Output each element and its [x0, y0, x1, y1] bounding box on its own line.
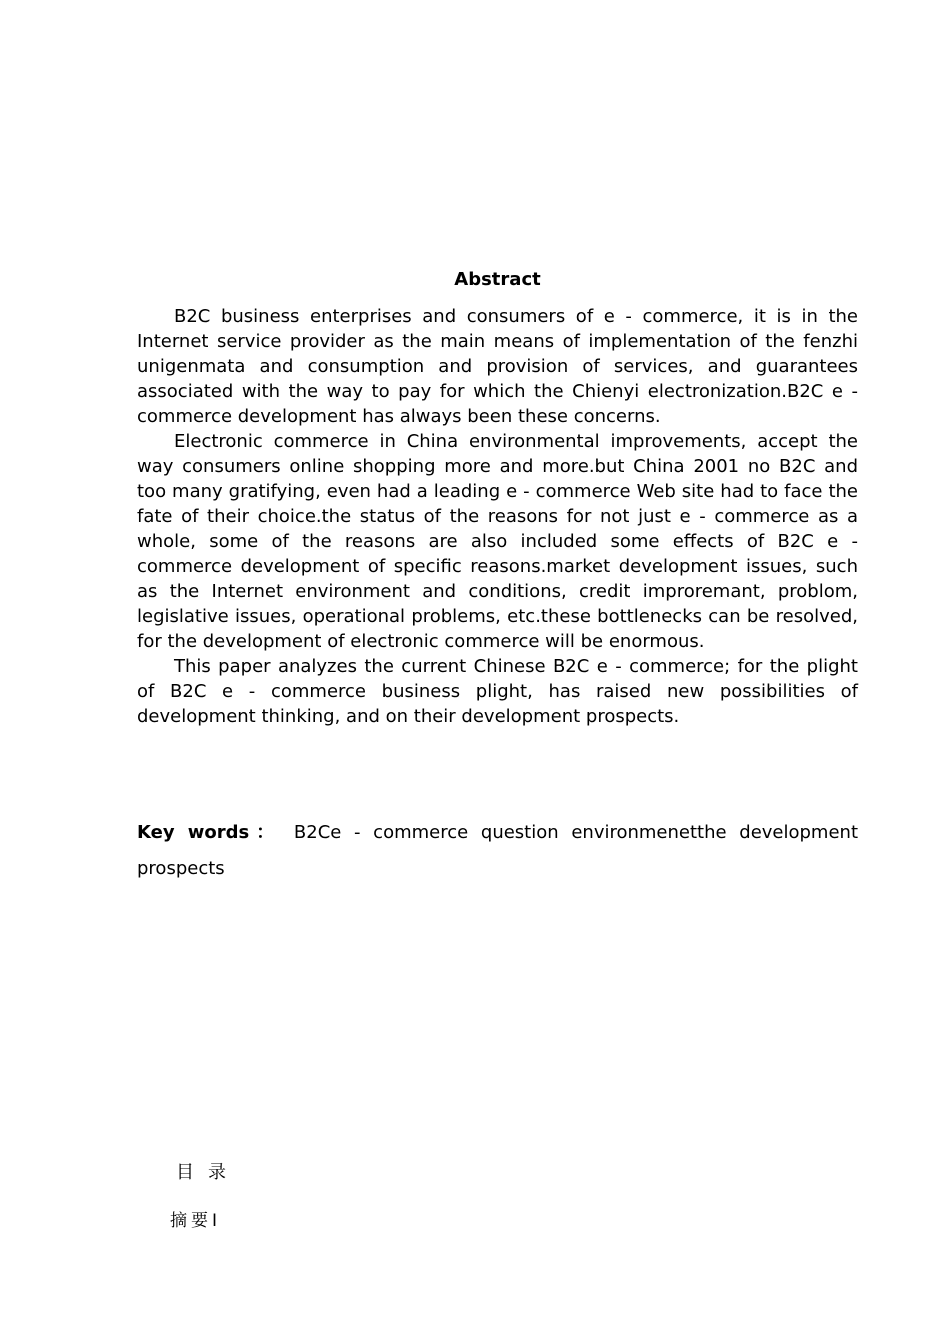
- abstract-paragraph: This paper analyzes the current Chinese B2C e - commerce; for the plight of B2C e - commerce business plight, has raised new possibilities of development thinking, and on their development prospects.: [137, 656, 858, 727]
- table-of-contents-title: 目录: [176, 1162, 240, 1183]
- toc-entry-label: 摘要: [170, 1211, 212, 1231]
- abstract-body: [137, 304, 858, 729]
- toc-entry[interactable]: [170, 1208, 221, 1234]
- abstract-paragraph: B2C business enterprises and consumers of e - commerce, it is in the Internet service provider as the main means of implementation of the fenzhi unigenmata and consumption and provision of services, and guarantees associated with the way to pay for which the Chienyi electronization.B2C e - commerce development has always been these concerns.: [137, 306, 858, 427]
- toc-entry-page: I: [212, 1211, 222, 1231]
- keywords-label: Key words: [137, 822, 250, 843]
- keywords-separator: ：: [249, 822, 282, 843]
- abstract-paragraph: Electronic commerce in China environmental improvements, accept the way consumers online shopping more and more.but China 2001 no B2C and too many gratifying, even had a leading e - commerce Web site had to face the fate of their choice.the status of the reasons for not just e - commerce as a whole, some of the reasons are also included some effects of B2C e - commerce development of specific reasons.market development issues, such as the Internet environment and conditions, credit improremant, problom, legislative issues, operational problems, etc.these bottlenecks can be resolved, for the development of electronic commerce will be enormous.: [137, 431, 858, 652]
- keywords-line: [137, 815, 858, 887]
- abstract-heading: Abstract: [454, 269, 541, 290]
- keywords-text: B2Ce - commerce question environmenetthe development prospects: [137, 822, 859, 879]
